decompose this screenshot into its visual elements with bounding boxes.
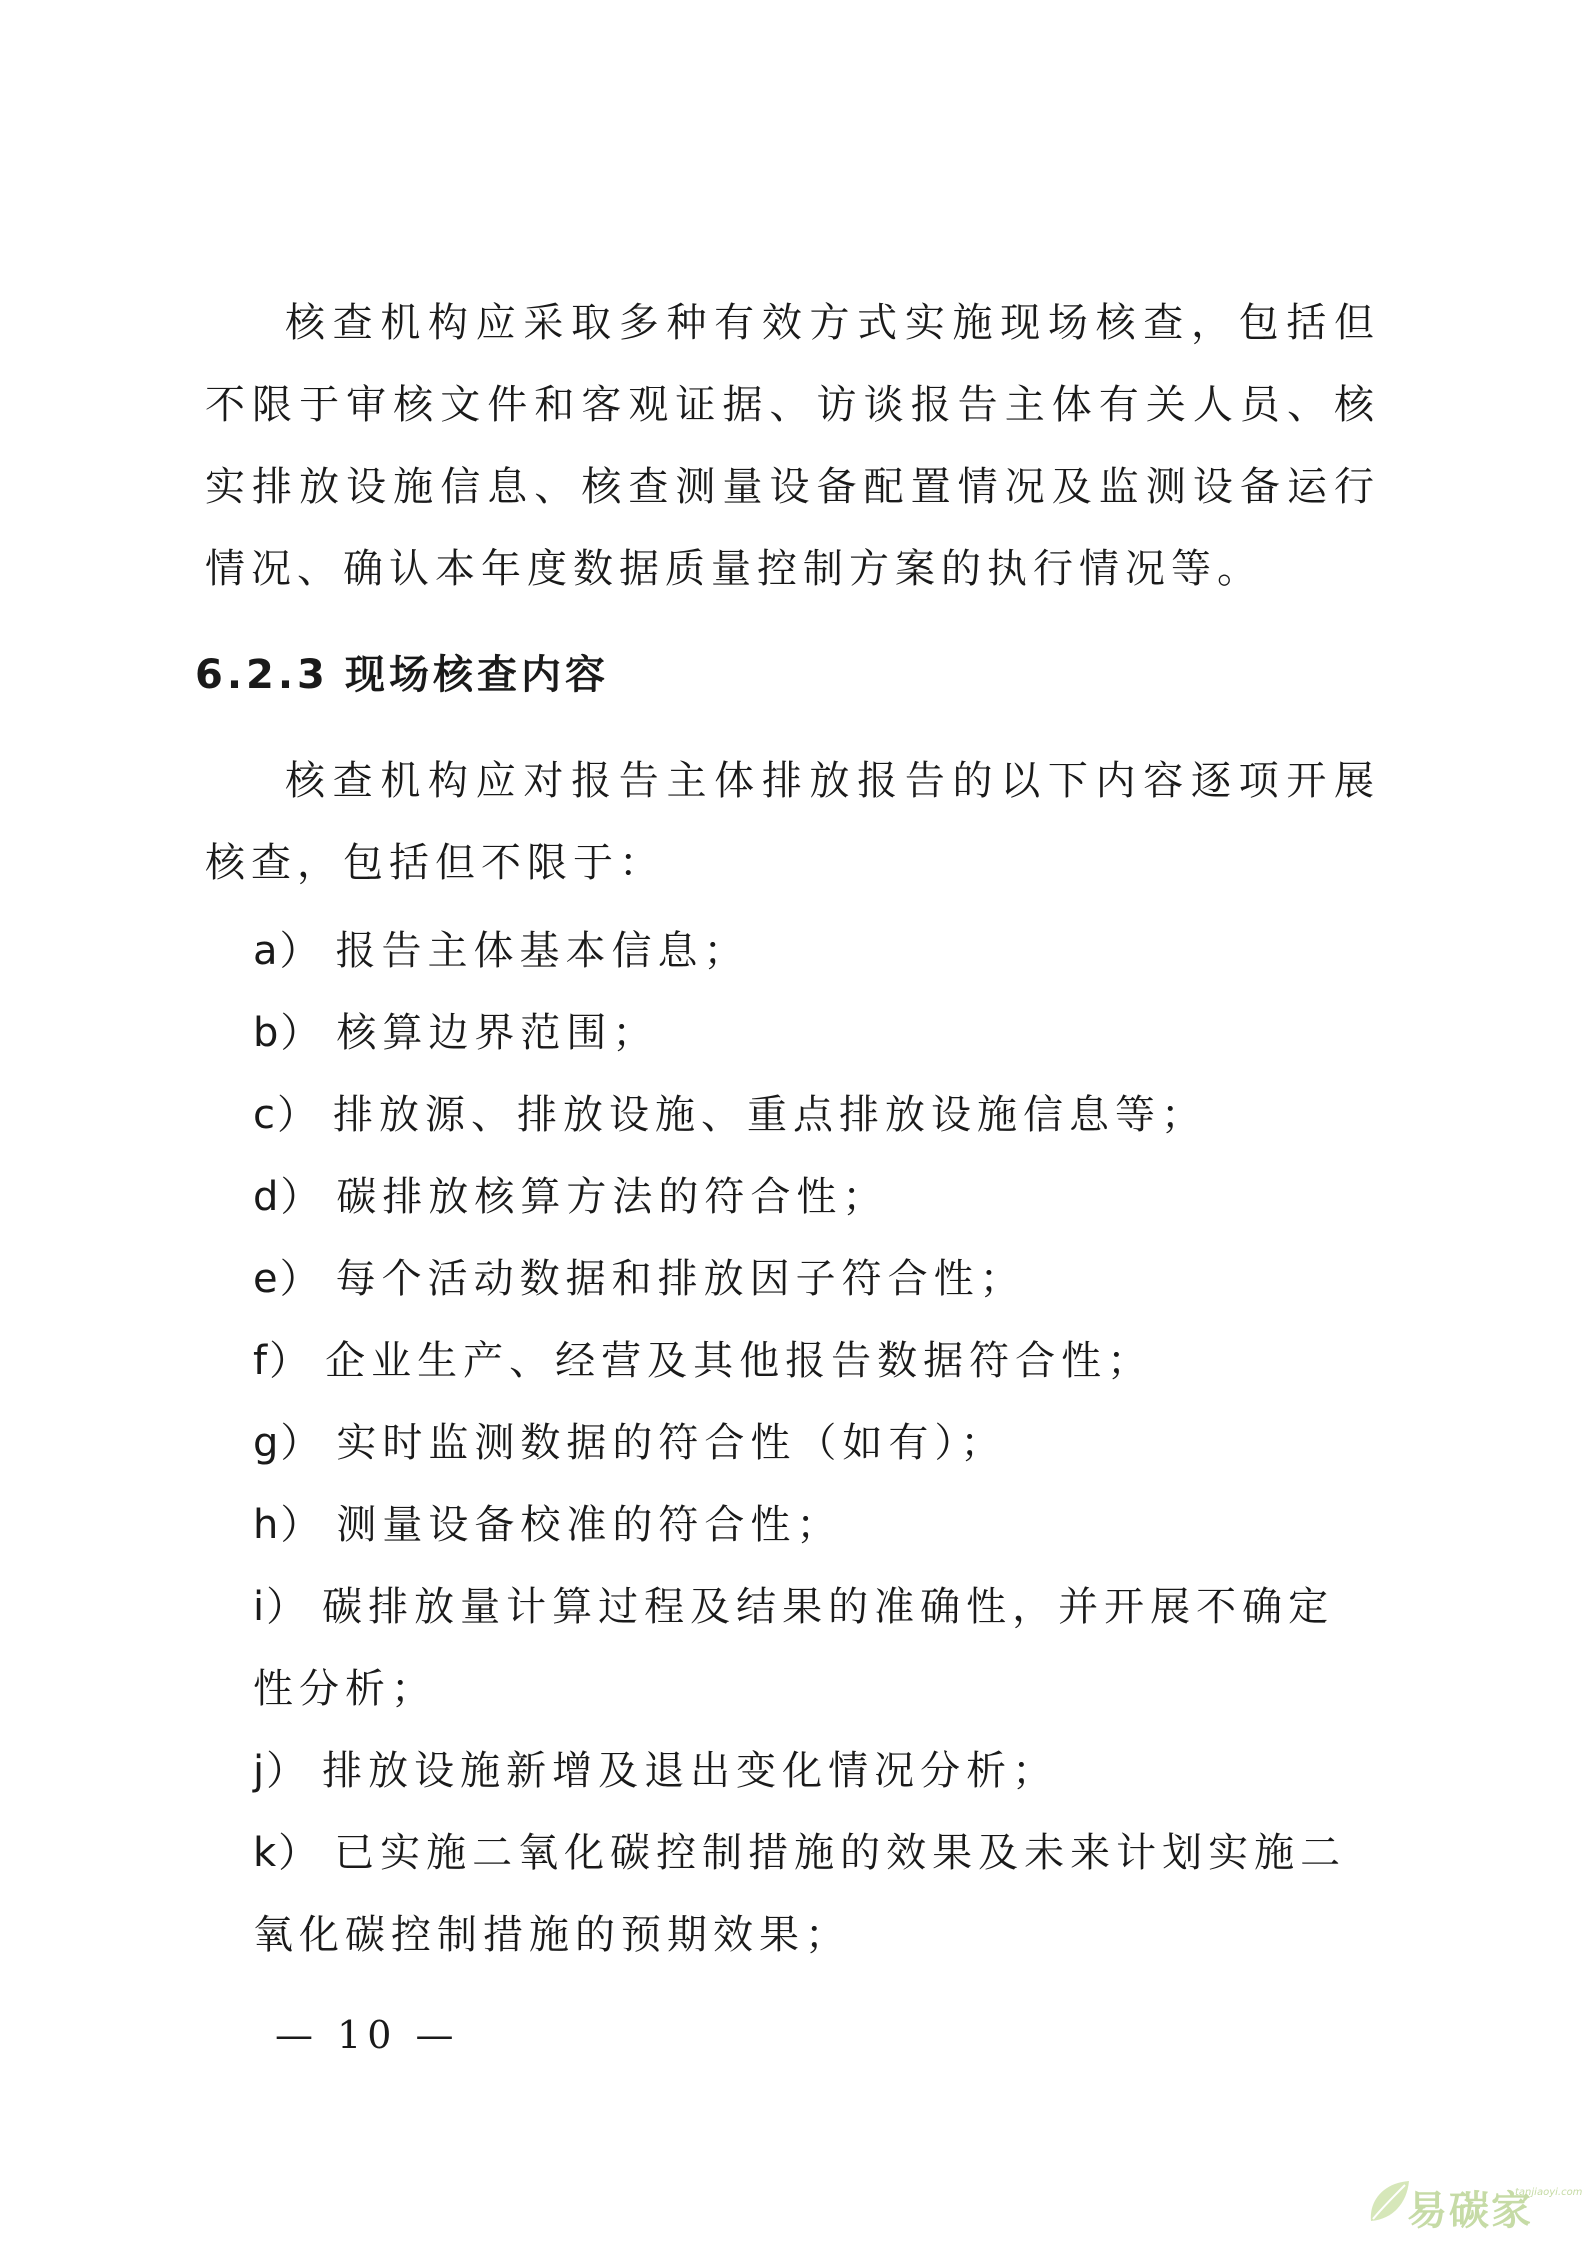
list-item-marker: h） — [253, 1502, 323, 1548]
list-item-text: 碳排放核算方法的符合性； — [336, 1174, 889, 1220]
list-item-marker: j） — [253, 1748, 309, 1794]
list-item-text: 排放设施新增及退出变化情况分析； — [322, 1748, 1059, 1794]
list-item — [205, 910, 1380, 992]
list-item — [205, 992, 1380, 1074]
list-item — [205, 1156, 1380, 1238]
section-title: 现场核查内容 — [345, 652, 609, 698]
list-item — [205, 1484, 1380, 1566]
list-item-text: 实时监测数据的符合性（如有）； — [336, 1420, 1007, 1466]
paragraph-onsite-verification-methods: 核查机构应采取多种有效方式实施现场核查，包括但不限于审核文件和客观证据、访谈报告主体有关人员、核实排放设施信息、核查测量设备配置情况及监测设备运行情况、确认本年度数据质量控制方案的执行情况等。 — [205, 300, 1380, 592]
watermark-text: 易碳家 — [1407, 2188, 1533, 2234]
list-item — [205, 1566, 1380, 1730]
section-heading — [195, 640, 609, 710]
section-number: 6.2.3 — [195, 652, 329, 698]
list-item — [205, 1402, 1380, 1484]
list-item-marker: c） — [253, 1092, 319, 1138]
leaf-icon — [1365, 2177, 1413, 2227]
list-item — [205, 1730, 1380, 1812]
list-item-text: 每个活动数据和排放因子符合性； — [335, 1256, 1026, 1302]
list-item-marker: e） — [253, 1256, 322, 1302]
list-item-marker: f） — [253, 1338, 312, 1384]
list-item-text: 碳排放量计算过程及结果的准确性，并开展不确定性分析； — [253, 1584, 1335, 1712]
list-item — [205, 1812, 1380, 1976]
paragraph-verification-content-intro: 核查机构应对报告主体排放报告的以下内容逐项开展核查，包括但不限于： — [205, 758, 1380, 886]
list-item — [205, 1320, 1380, 1402]
list-item-text: 排放源、排放设施、重点排放设施信息等； — [333, 1092, 1207, 1138]
list-item-marker: b） — [253, 1010, 323, 1056]
watermark-logo — [1365, 2175, 1583, 2235]
list-item-marker: g） — [253, 1420, 323, 1466]
list-item-text: 测量设备校准的符合性； — [336, 1502, 843, 1548]
list-item-text: 报告主体基本信息； — [335, 928, 750, 974]
list-item-marker: a） — [253, 928, 322, 974]
list-item — [205, 1074, 1380, 1156]
page-number: — 10 — — [275, 2013, 460, 2057]
list-item-marker: d） — [253, 1174, 323, 1220]
list-item-text: 已实施二氧化碳控制措施的效果及未来计划实施二氧化碳控制措施的预期效果； — [253, 1830, 1347, 1958]
list-item-text: 企业生产、经营及其他报告数据符合性； — [325, 1338, 1154, 1384]
watermark-subtext: tanjiaoyi.com — [1515, 2187, 1583, 2198]
list-item-marker: i） — [253, 1584, 309, 1630]
list-item-marker: k） — [253, 1830, 321, 1876]
verification-items-list — [205, 910, 1380, 1976]
list-item-text: 核算边界范围； — [336, 1010, 659, 1056]
list-item — [205, 1238, 1380, 1320]
